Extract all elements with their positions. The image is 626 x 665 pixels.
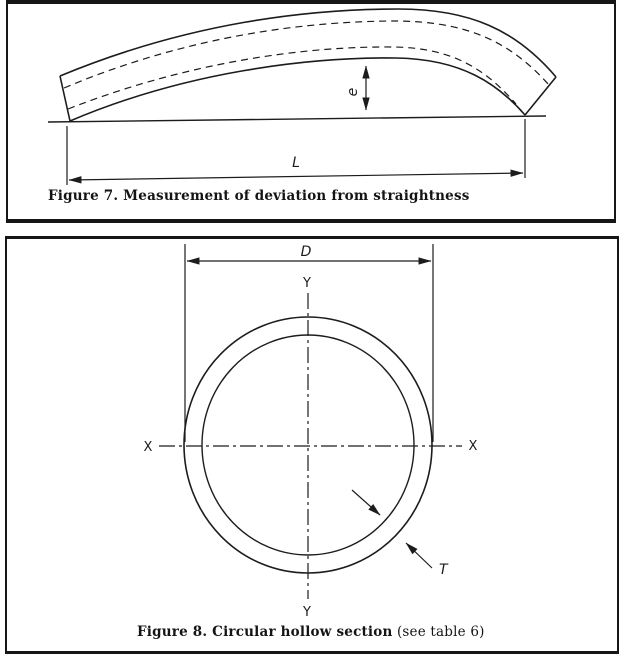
deviation-label: e [345,87,361,97]
figure8-drawing [7,239,617,651]
length-dimension-line [69,173,523,180]
y-axis-label-top: Y [303,276,311,291]
tube-inner-wall-lower-dashed [68,47,516,109]
figure7-caption-text: Figure 7. Measurement of deviation from straightness [48,188,470,204]
x-axis-label-left: X [143,440,153,455]
tube-bottom-edge [70,58,525,121]
thickness-arrow-inner [352,490,380,515]
figure8-caption-note: (see table 6) [392,624,485,640]
thickness-arrow-outer [406,543,432,568]
x-axis-label-right: X [468,439,478,454]
straightness-baseline [48,116,546,122]
figure7-panel [6,0,616,223]
y-axis-label-bottom: Y [303,605,311,620]
thickness-label: T [439,562,448,578]
figure7-caption [48,188,470,204]
tube-inner-wall-upper-dashed [64,21,549,88]
figure7-drawing [8,4,614,219]
tube-top-edge [60,9,556,77]
figure8-caption [137,624,485,640]
length-label: L [292,155,300,171]
tube-right-end-cap [525,77,556,115]
figure8-panel [5,236,619,654]
figure8-caption-bold: Figure 8. Circular hollow section [137,624,393,640]
diameter-label: D [300,244,312,260]
tube-left-end-cap [60,76,70,121]
